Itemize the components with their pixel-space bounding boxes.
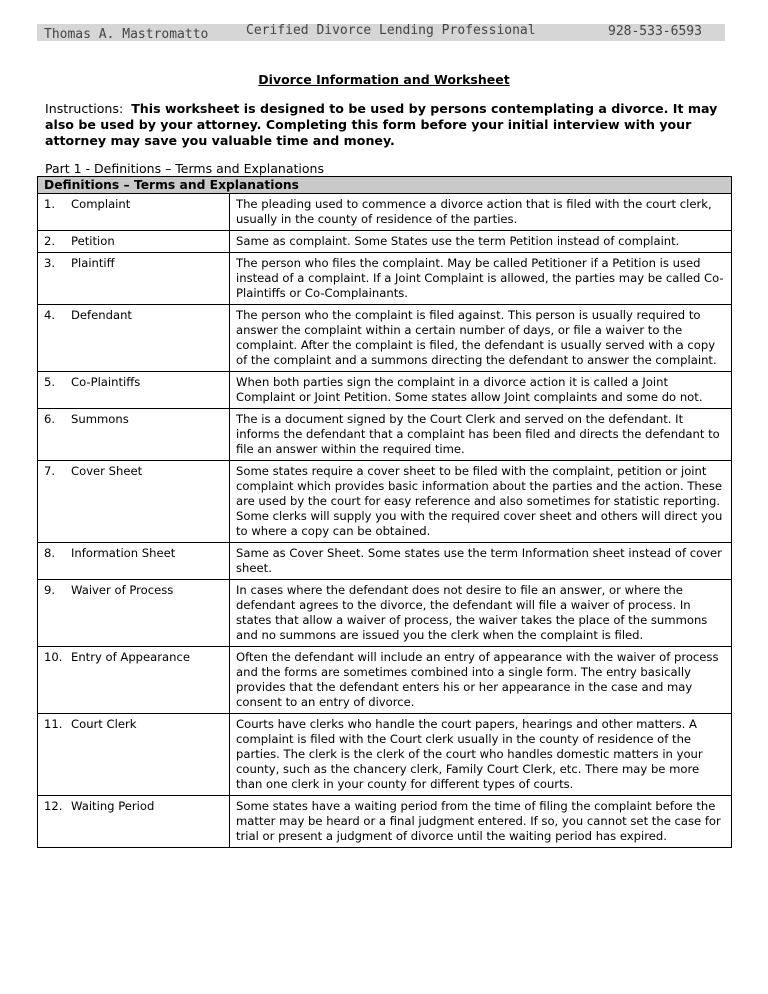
- term-cell: [38, 194, 230, 231]
- instructions-text: This worksheet is designed to be used by persons contemplating a divorce. It may also be used by your attorney. Completing this form before your initial interview with your attorney may save you valuable time and money.: [45, 101, 718, 148]
- definition-cell: Same as complaint. Some States use the term Petition instead of complaint.: [230, 231, 732, 253]
- definitions-body: [38, 194, 732, 848]
- term-cell: [38, 372, 230, 409]
- definition-cell: The person who the complaint is filed against. This person is usually required to answer the complaint within a certain number of days, or file a waiver to the complaint. After the complaint is filed, the defendant is usually served with a copy of the complaint and a summons directing the defendant to answer the complaint.: [230, 305, 732, 372]
- part-title: Part 1 - Definitions – Terms and Explanations: [45, 161, 324, 176]
- term-number: 4.: [44, 308, 56, 322]
- definition-cell: Same as Cover Sheet. Some states use the term Information sheet instead of cover sheet.: [230, 543, 732, 580]
- table-row: [38, 796, 732, 848]
- term-label: Information Sheet: [71, 546, 176, 560]
- term-cell: [38, 253, 230, 305]
- term-label: Summons: [71, 412, 129, 426]
- definition-cell: Often the defendant will include an entry of appearance with the waiver of process and the forms are sometimes combined into a single form. The entry basically provides that the defendant enters his or her appearance in the case and may consent to an entry of divorce.: [230, 647, 732, 714]
- term-label: Co-Plaintiffs: [71, 375, 141, 389]
- table-header: Definitions – Terms and Explanations: [38, 177, 732, 194]
- term-number: 5.: [44, 375, 56, 389]
- table-row: [38, 543, 732, 580]
- term-label: Waiting Period: [71, 799, 155, 813]
- table-row: [38, 372, 732, 409]
- header-phone: 928-533-6593: [608, 24, 702, 39]
- term-label: Court Clerk: [71, 717, 137, 731]
- table-row: [38, 580, 732, 647]
- table-row: [38, 253, 732, 305]
- term-cell: [38, 796, 230, 848]
- term-number: 1.: [44, 197, 56, 211]
- term-cell: [38, 409, 230, 461]
- term-label: Defendant: [71, 308, 132, 322]
- definition-cell: Courts have clerks who handle the court papers, hearings and other matters. A complaint is filed with the Court clerk usually in the county of residence of the parties. The clerk is the clerk of the court who handles domestic matters in your county, such as the chancery clerk, Family Court Clerk, etc. There may be more than one clerk in your county for different types of courts.: [230, 714, 732, 796]
- definition-cell: Some states have a waiting period from the time of filing the complaint before the matter may be heard or a final judgment entered. If so, you cannot set the case for trial or present a judgment of divorce until the waiting period has expired.: [230, 796, 732, 848]
- definition-cell: In cases where the defendant does not desire to file an answer, or where the defendant agrees to the divorce, the defendant will file a waiver of process. In states that allow a waiver of process, the waiver takes the place of the summons and no summons are issued you the clerk when the complaint is filed.: [230, 580, 732, 647]
- letterhead-bar: [37, 24, 725, 41]
- term-label: Entry of Appearance: [71, 650, 191, 664]
- term-cell: [38, 543, 230, 580]
- table-row: [38, 409, 732, 461]
- term-number: 2.: [44, 234, 56, 248]
- definitions-table: [37, 176, 732, 848]
- definition-cell: The pleading used to commence a divorce action that is filed with the court clerk, usually in the county of residence of the parties.: [230, 194, 732, 231]
- table-row: [38, 194, 732, 231]
- term-number: 12.: [44, 799, 63, 813]
- term-number: 6.: [44, 412, 56, 426]
- term-number: 11.: [44, 717, 63, 731]
- definition-cell: When both parties sign the complaint in a divorce action it is called a Joint Complaint or Joint Petition. Some states allow Joint complaints and some do not.: [230, 372, 732, 409]
- term-label: Complaint: [71, 197, 131, 211]
- table-row: [38, 231, 732, 253]
- term-number: 8.: [44, 546, 56, 560]
- header-name: Thomas A. Mastromatto: [44, 27, 209, 42]
- term-cell: [38, 647, 230, 714]
- term-cell: [38, 580, 230, 647]
- header-title: Cerified Divorce Lending Professional: [246, 23, 536, 38]
- term-number: 3.: [44, 256, 56, 270]
- table-row: [38, 714, 732, 796]
- instructions-label: Instructions: [45, 101, 119, 116]
- term-label: Petition: [71, 234, 115, 248]
- term-cell: [38, 461, 230, 543]
- table-header-row: [38, 177, 732, 194]
- term-cell: [38, 305, 230, 372]
- instructions-paragraph: Instructions: This worksheet is designed to be used by persons contemplating a divorce. It may also be used by your attorney. Completing this form before your initial interview with your attorney may save you valuable time and money.: [45, 101, 718, 148]
- term-number: 10.: [44, 650, 63, 664]
- table-row: [38, 305, 732, 372]
- term-number: 7.: [44, 464, 56, 478]
- term-label: Cover Sheet: [71, 464, 143, 478]
- term-cell: [38, 714, 230, 796]
- definition-cell: The person who files the complaint. May be called Petitioner if a Petition is used instead of a complaint. If a Joint Complaint is allowed, the parties may be called Co-Plaintiffs or Co-Complainants.: [230, 253, 732, 305]
- term-label: Waiver of Process: [71, 583, 174, 597]
- definition-cell: Some states require a cover sheet to be filed with the complaint, petition or joint complaint which provides basic information about the parties and the action. These are used by the court for easy reference and also sometimes for statistic reporting. Some clerks will supply you with the required cover sheet and others will direct you to where a copy can be obtained.: [230, 461, 732, 543]
- term-number: 9.: [44, 583, 56, 597]
- term-label: Plaintiff: [71, 256, 115, 270]
- table-row: [38, 647, 732, 714]
- term-cell: [38, 231, 230, 253]
- table-row: [38, 461, 732, 543]
- definition-cell: The is a document signed by the Court Clerk and served on the defendant. It informs the defendant that a complaint has been filed and directs the defendant to file an answer within the required time.: [230, 409, 732, 461]
- document-title: Divorce Information and Worksheet: [258, 72, 510, 87]
